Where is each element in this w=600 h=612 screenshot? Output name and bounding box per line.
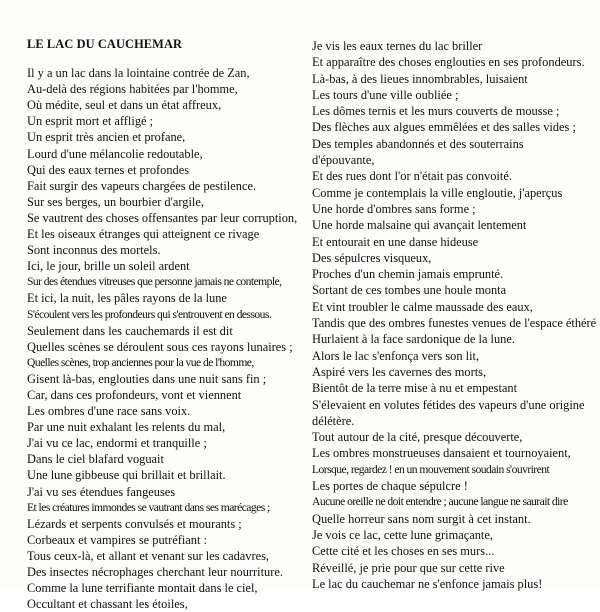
verse-line: Une horde d'ombres sans forme ;: [312, 201, 476, 216]
verse-line: Au-delà des régions habitées par l'homme,: [27, 82, 238, 97]
verse-line: Les tours d'une ville oubliée ;: [312, 87, 459, 102]
verse-line: Occultant et chassant les étoiles,: [27, 597, 188, 612]
verse-line: Corbeaux et vampires se putréfiant :: [27, 532, 207, 547]
verse-line: Lorsque, regardez ! en un mouvement soudain s'ouvrirent: [312, 462, 550, 476]
poem-left-column: [27, 36, 297, 612]
verse-line: Qui des eaux ternes et profondes: [27, 162, 190, 177]
left-verse-block: [27, 65, 297, 612]
verse-line: Par une nuit exhalant les relents du mal,: [27, 420, 226, 435]
verse-line: Sur des étendues vitreuses que personne jamais ne contemple,: [27, 275, 282, 289]
verse-line: Quelles scènes, trop anciennes pour la vue de l'homme,: [27, 355, 254, 369]
verse-line: Proches d'un chemin jamais emprunté.: [312, 267, 504, 282]
verse-line: Et apparaître des choses englouties en ses profondeurs.: [312, 55, 585, 70]
verse-line: Lourd d'une mélancolie redoutable,: [27, 146, 203, 161]
verse-line: Gisent là-bas, englouties dans une nuit sans fin ;: [27, 371, 267, 386]
verse-line: Ici, le jour, brille un soleil ardent: [27, 259, 190, 274]
verse-line: Car, dans ces profondeurs, vont et viennent: [27, 387, 242, 402]
verse-line: Tandis que des ombres funestes venues de l'espace éthéré: [312, 316, 597, 331]
verse-line: Là-bas, à des lieues innombrables, luisaient: [312, 71, 528, 86]
verse-line: Fait surgir des vapeurs chargées de pestilence.: [27, 178, 257, 193]
verse-line: Une horde malsaine qui avançait lentement: [312, 218, 527, 233]
right-verse-block: [312, 38, 597, 592]
verse-line: Et des rues dont l'or n'était pas convoité.: [312, 169, 512, 184]
verse-line: Des sépulcres visqueux,: [312, 250, 432, 265]
verse-line: délétère.: [312, 413, 355, 428]
verse-line: Et les créatures immondes se vautrant dans ses marécages ;: [27, 500, 270, 514]
verse-line: Les ombres monstrueuses dansaient et tournoyaient,: [312, 446, 571, 461]
verse-line: Où médite, seul et dans un état affreux,: [27, 98, 222, 113]
verse-line: Le lac du cauchemar ne s'enfonce jamais plus!: [312, 576, 543, 591]
verse-line: Et entourait en une danse hideuse: [312, 234, 479, 249]
verse-line: Sur ses berges, un bourbier d'argile,: [27, 194, 204, 209]
poem-right-column: [312, 38, 597, 592]
verse-line: Un esprit mort et affligé ;: [27, 114, 154, 129]
verse-line: Comme je contemplais la ville engloutie, j'aperçus: [312, 185, 563, 200]
verse-line: Tout autour de la cité, presque découverte,: [312, 430, 523, 445]
verse-line: Des insectes nécrophages cherchant leur nourriture.: [27, 565, 283, 579]
verse-line: Et les oiseaux étranges qui atteignent ce rivage: [27, 227, 260, 242]
verse-line: Sortant de ces tombes une houle monta: [312, 283, 507, 298]
verse-line: Cette cité et les choses en ses murs...: [312, 544, 495, 559]
verse-line: Quelles scènes se déroulent sous ces rayons lunaires ;: [27, 339, 293, 354]
verse-line: Je vis les eaux ternes du lac briller: [312, 39, 483, 53]
verse-line: S'écoulent vers les profondeurs qui s'entrouvent en dessous.: [27, 307, 272, 321]
verse-line: Une lune gibbeuse qui brillait et brillait.: [27, 468, 226, 483]
verse-line: Des flèches aux algues emmêlées et des salles vides ;: [312, 120, 576, 135]
verse-line: d'épouvante,: [312, 153, 375, 168]
verse-line: Et ici, la nuit, les pâles rayons de la lune: [27, 291, 227, 306]
verse-line: Il y a un lac dans la lointaine contrée de Zan,: [27, 66, 250, 81]
verse-line: Aspiré vers les cavernes des morts,: [312, 364, 487, 379]
verse-line: Quelle horreur sans nom surgit à cet instant.: [312, 511, 531, 526]
verse-line: Un esprit très ancien et profane,: [27, 130, 186, 145]
verse-line: Se vautrent des choses offensantes par leur corruption,: [27, 210, 298, 225]
verse-line: Lézards et serpents convulsés et mourants ;: [27, 516, 242, 531]
verse-line: Aucune oreille ne doit entendre ; aucune langue ne saurait dire: [312, 495, 568, 509]
verse-line: Des temples abandonnés et des souterrains: [312, 136, 524, 151]
verse-line: Les dômes ternis et les murs couverts de mousse ;: [312, 104, 560, 119]
poem-title: LE LAC DU CAUCHEMAR: [27, 37, 183, 51]
verse-line: Les ombres d'une race sans voix.: [27, 404, 191, 419]
verse-line: J'ai vu ce lac, endormi et tranquille ;: [27, 436, 207, 451]
verse-line: J'ai vu ses étendues fangeuses: [27, 484, 176, 499]
verse-line: Hurlaient à la face sardonique de la lune.: [312, 332, 515, 347]
verse-line: Sont inconnus des mortels.: [27, 243, 161, 258]
verse-line: Seulement dans les cauchemards il est dit: [27, 323, 233, 338]
verse-line: Alors le lac s'enfonça vers son lit,: [312, 348, 480, 363]
verse-line: Et vint troubler le calme maussade des eaux,: [312, 299, 533, 314]
verse-line: S'élevaient en volutes fétides des vapeurs d'une origine: [312, 397, 585, 412]
verse-line: Tous ceux-là, et allant et venant sur les cadavres,: [27, 548, 270, 563]
verse-line: Réveillé, je prie pour que sur cette rive: [312, 560, 505, 575]
verse-line: Je vois ce lac, cette lune grimaçante,: [312, 527, 493, 542]
verse-line: Les portes de chaque sépulcre !: [312, 479, 468, 494]
verse-line: Dans le ciel blafard voguait: [27, 452, 164, 467]
verse-line: Bientôt de la terre mise à nu et empestant: [312, 381, 518, 396]
verse-line: Comme la lune terrifiante montait dans le ciel,: [27, 581, 258, 596]
